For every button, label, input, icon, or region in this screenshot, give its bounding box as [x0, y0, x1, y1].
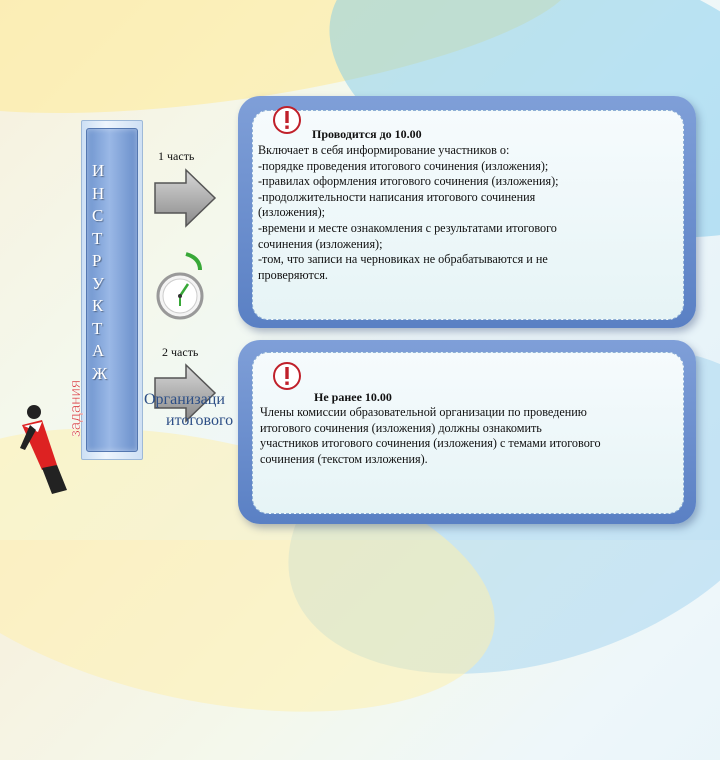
part-1-line: -продолжительности написания итогового сочинения: [258, 189, 536, 204]
part-2-line: Члены комиссии образовательной организации по проведению: [260, 405, 587, 419]
vertical-letter: Т: [92, 228, 103, 248]
part-1-line: (изложения);: [258, 205, 326, 220]
warning-icon: [272, 105, 302, 135]
vertical-letter: У: [92, 273, 105, 293]
part-2-line: сочинения (текстом изложения).: [260, 451, 428, 466]
arrow-right-icon: [152, 167, 218, 229]
part-1-line: -правилах оформления итогового сочинения (изложения);: [258, 174, 559, 189]
vertical-letter: Р: [92, 251, 102, 270]
vertical-letter: С: [92, 206, 104, 225]
vertical-letter: Т: [92, 318, 103, 338]
vertical-letter: И: [92, 161, 105, 180]
warning-icon: [272, 361, 302, 391]
part-1-body: [258, 143, 678, 283]
part-1-line: -том, что записи на черновиках не обрабатываются и не: [258, 252, 548, 267]
part-2-heading: Не ранее 10.00: [314, 390, 392, 404]
vertical-title: [86, 160, 136, 385]
hidden-text-line: Организаци: [144, 391, 225, 408]
part-1-line: проверяются.: [258, 267, 328, 282]
part-1-label: 1 часть: [158, 149, 195, 163]
stopwatch-icon: [156, 248, 212, 328]
part-2-label: 2 часть: [162, 345, 199, 359]
vertical-letter: К: [92, 296, 104, 315]
vertical-letter: Н: [92, 183, 105, 203]
part-1-line: Включает в себя информирование участников о:: [258, 143, 510, 157]
part-1-heading: Проводится до 10.00: [312, 127, 422, 141]
part-2-line: участников итогового сочинения (изложения) с темами итогового: [260, 436, 601, 451]
vertical-letter: Ж: [92, 363, 108, 383]
side-graphic-word: задания: [67, 380, 84, 438]
hidden-text-line: итогового: [166, 412, 234, 429]
part-1-line: сочинения (изложения);: [258, 236, 383, 251]
part-2-line: итогового сочинения (изложения) должны ознакомить: [260, 420, 542, 435]
vertical-letter: А: [92, 341, 105, 360]
person-icon: [12, 370, 92, 500]
part-2-body: [260, 405, 680, 467]
part-1-line: -времени и месте ознакомления с результатами итогового: [258, 220, 557, 235]
part-1-line: -порядке проведения итогового сочинения (изложения);: [258, 158, 549, 173]
